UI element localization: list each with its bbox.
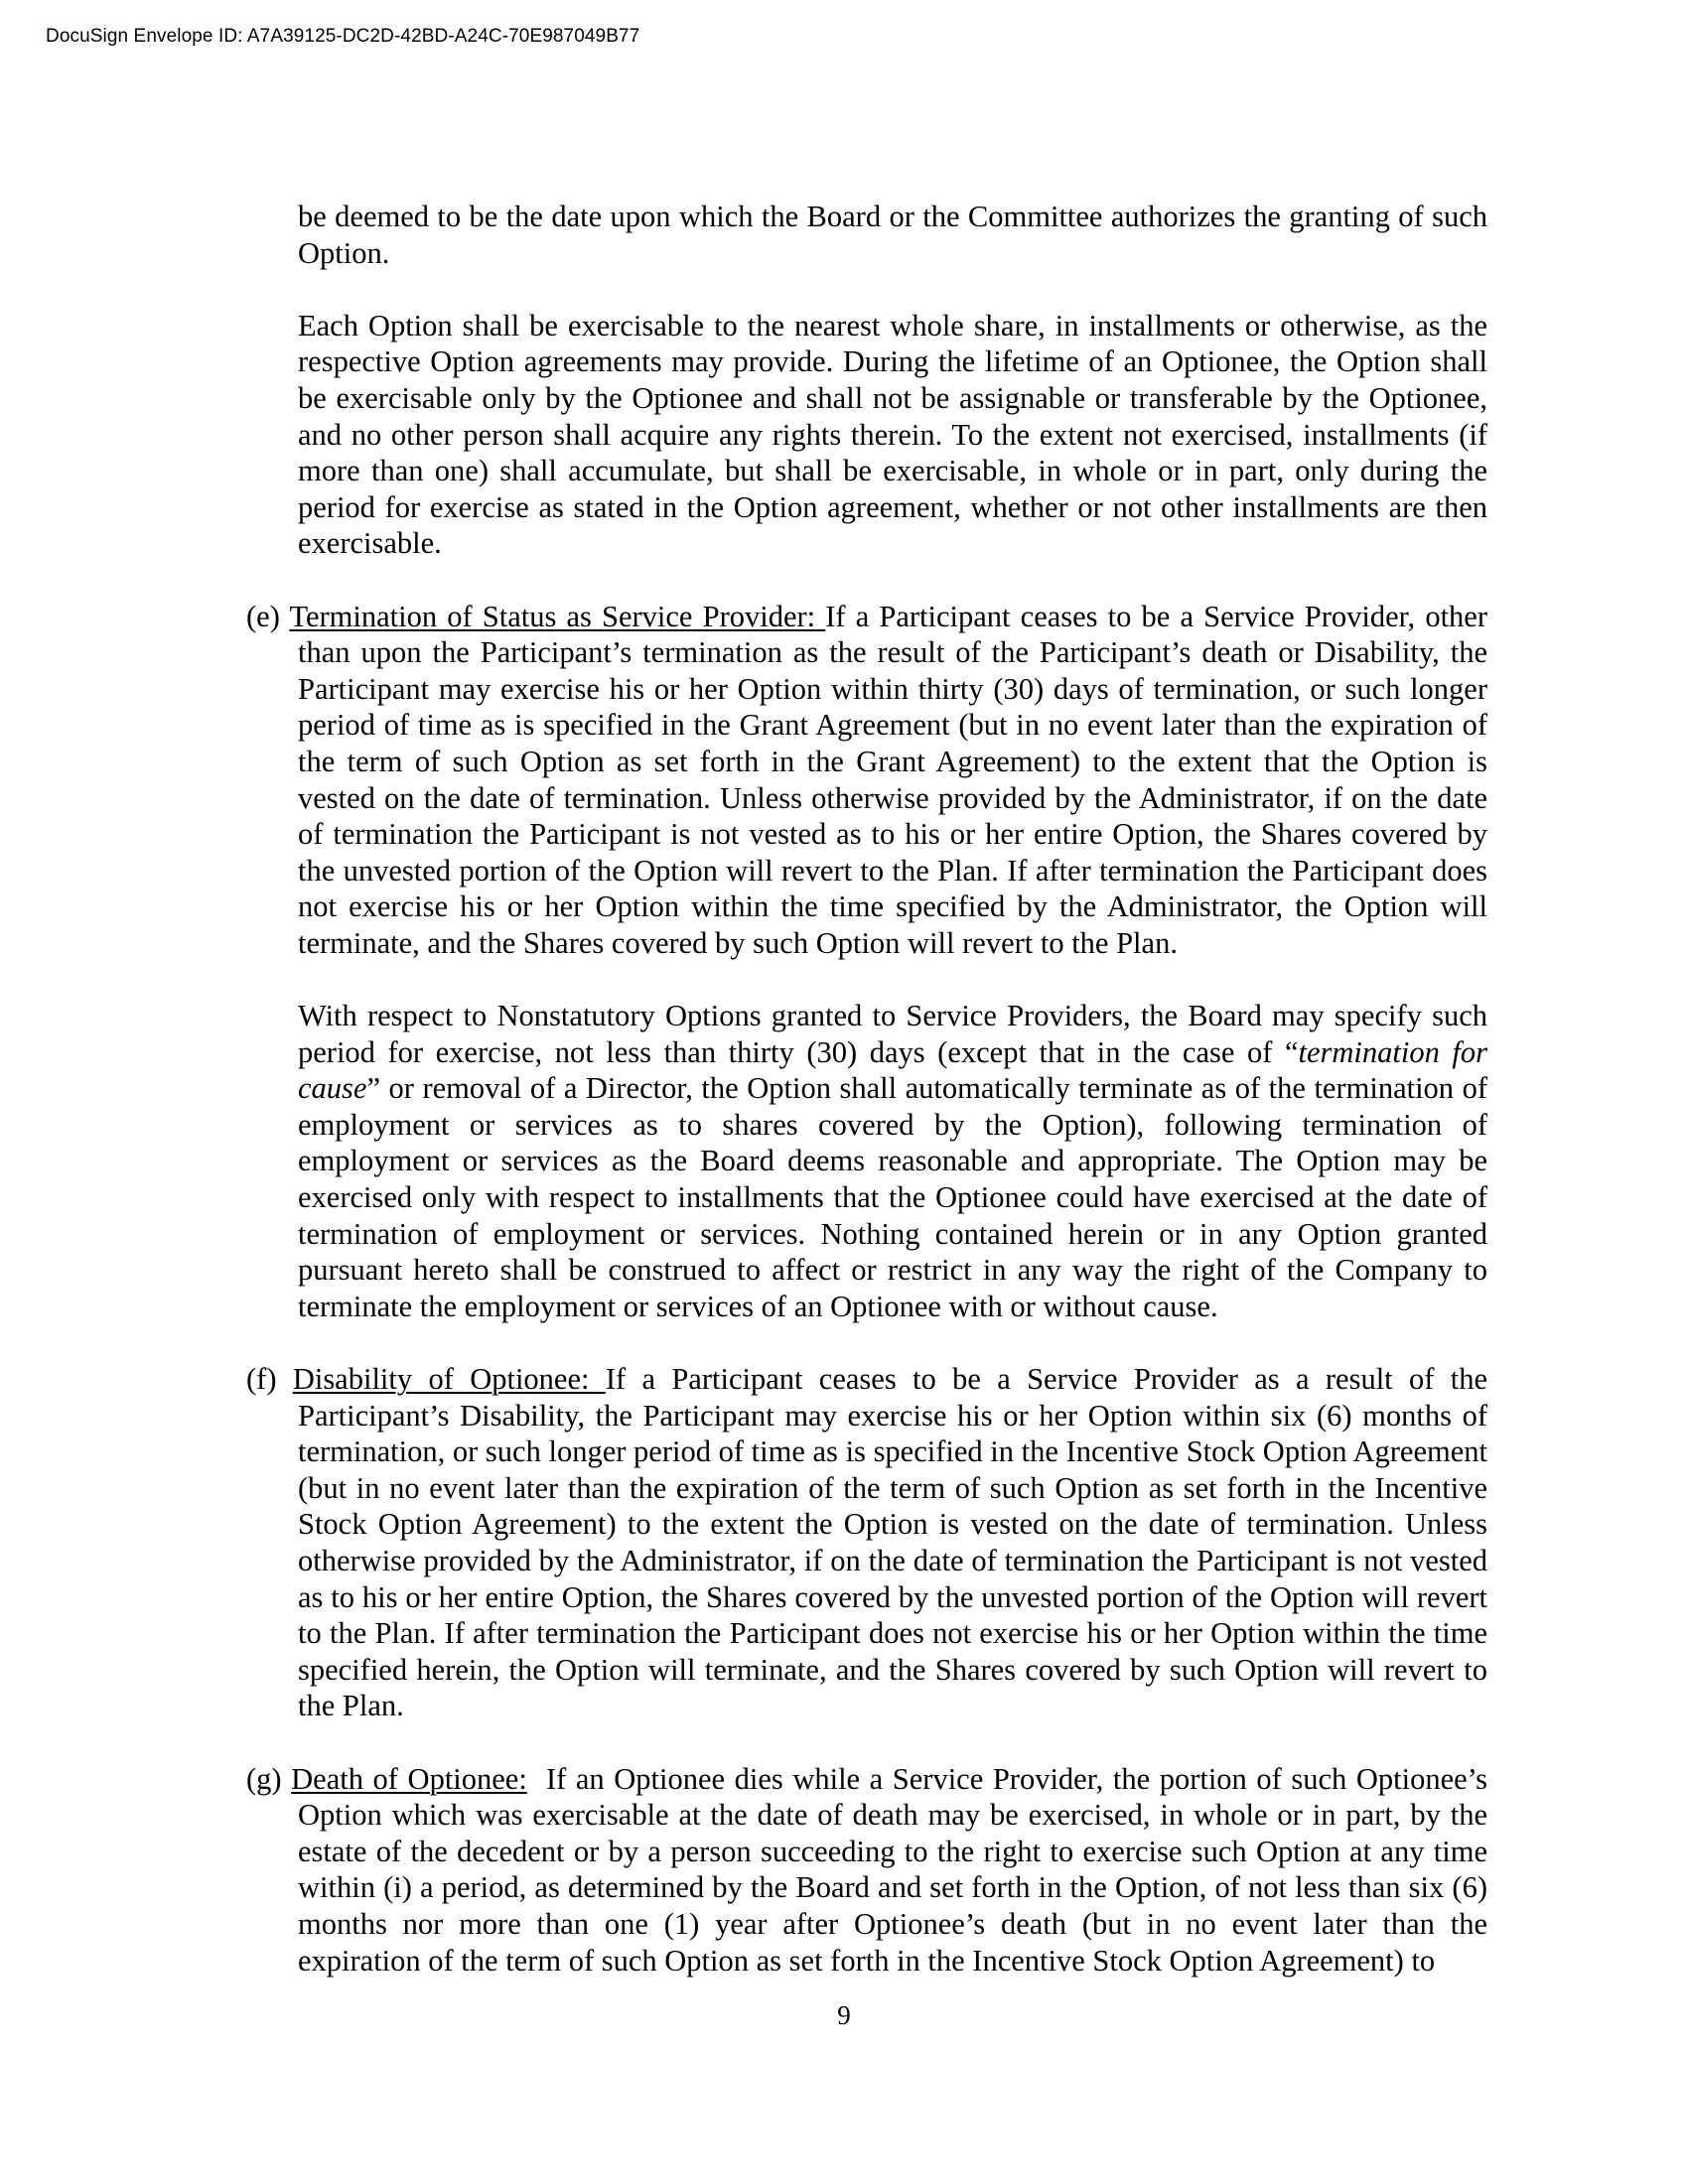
docusign-envelope-id: DocuSign Envelope ID: A7A39125-DC2D-42BD-A24C-70E987049B77 — [46, 26, 640, 47]
section-f-disability-of-optionee — [246, 1361, 1487, 1724]
section-g-label: (g) — [246, 1761, 292, 1796]
paragraph-nonstatutory-text-before: With respect to Nonstatutory Options granted to Service Providers, the Board may specify such period for exercise, not less than thirty (30) days (except that in the case of “ — [298, 999, 1487, 1069]
section-e-termination-of-status — [246, 599, 1487, 962]
section-e-label: (e) — [246, 599, 290, 633]
paragraph-nonstatutory-options — [246, 998, 1487, 1324]
paragraph-option-exercisability: Each Option shall be exercisable to the nearest whole share, in installments or otherwise, as the respective Option agreements may provide. During the lifetime of an Optionee, the Option shall be exercisable only by the Optionee and shall not be assignable or transferable by the Optionee, and no other person shall acquire any rights therein. To the extent not exercised, installments (if more than one) shall accumulate, but shall be exercisable, in whole or in part, only during the period for exercise as stated in the Option agreement, whether or not other installments are then exercisable. — [298, 308, 1487, 561]
section-e-text: If a Participant ceases to be a Service Provider, other than upon the Participant’s termination as the result of the Participant’s death or Disability, the Participant may exercise his or her Option within thirty (30) days of termination, or such longer period of time as is specified in the Grant Agreement (but in no event later than the expiration of the term of such Option as set forth in the Grant Agreement) to the extent that the Option is vested on the date of termination. Unless otherwise provided by the Administrator, if on the date of termination the Participant is not vested as to his or her entire Option, the Shares covered by the unvested portion of the Option will revert to the Plan. If after termination the Participant does not exercise his or her Option within the time specified by the Administrator, the Option will terminate, and the Shares covered by such Option will revert to the Plan. — [298, 599, 1487, 960]
page-number: 9 — [837, 2000, 851, 2030]
section-f-heading: Disability of Optionee: — [292, 1362, 606, 1396]
paragraph-option-grant-date: be deemed to be the date upon which the Board or the Committee authorizes the granting of such Option. — [298, 200, 1487, 270]
paragraph-nonstatutory-italic: termination for cause — [298, 1034, 1487, 1106]
paragraph-nonstatutory-text-after: ” or removal of a Director, the Option shall automatically terminate as of the termination of employment or services as to shares covered by the Option), following termination of employment or services as the Board deems reasonable and appropriate. The Option may be exercised only with respect to installments that the Optionee could have exercised at the date of termination of employment or services. Nothing contained herein or in any Option granted pursuant hereto shall be construed to affect or restrict in any way the right of the Company to terminate the employment or services of an Optionee with or without cause. — [298, 1071, 1487, 1323]
section-g-text: If an Optionee dies while a Service Provider, the portion of such Optionee’s Option which was exercisable at the date of death may be exercised, in whole or in part, by the estate of the decedent or by a person succeeding to the right to exercise such Option at any time within (i) a period, as determined by the Board and set forth in the Option, of not less than six (6) months nor more than one (1) year after Optionee’s death (but in no event later than the expiration of the term of such Option as set forth in the Incentive Stock Option Agreement) to — [298, 1761, 1495, 1978]
section-f-label: (f) — [246, 1362, 293, 1396]
document-body — [246, 199, 1495, 1979]
section-g-heading: Death of Optionee: — [291, 1761, 527, 1796]
section-f-text: If a Participant ceases to be a Service Provider as a result of the Participant’s Disability, the Participant may exercise his or her Option within six (6) months of termination, or such longer period of time as is specified in the Incentive Stock Option Agreement (but in no event later than the expiration of the term of such Option as set forth in the Incentive Stock Option Agreement) to the extent the Option is vested on the date of termination. Unless otherwise provided by the Administrator, if on the date of termination the Participant is not vested as to his or her entire Option, the Shares covered by the unvested portion of the Option will revert to the Plan. If after termination the Participant does not exercise his or her Option within the time specified herein, the Option will terminate, and the Shares covered by such Option will revert to the Plan. — [298, 1362, 1487, 1723]
section-e-heading: Termination of Status as Service Provider: — [289, 599, 826, 633]
section-g-death-of-optionee — [246, 1761, 1495, 1979]
